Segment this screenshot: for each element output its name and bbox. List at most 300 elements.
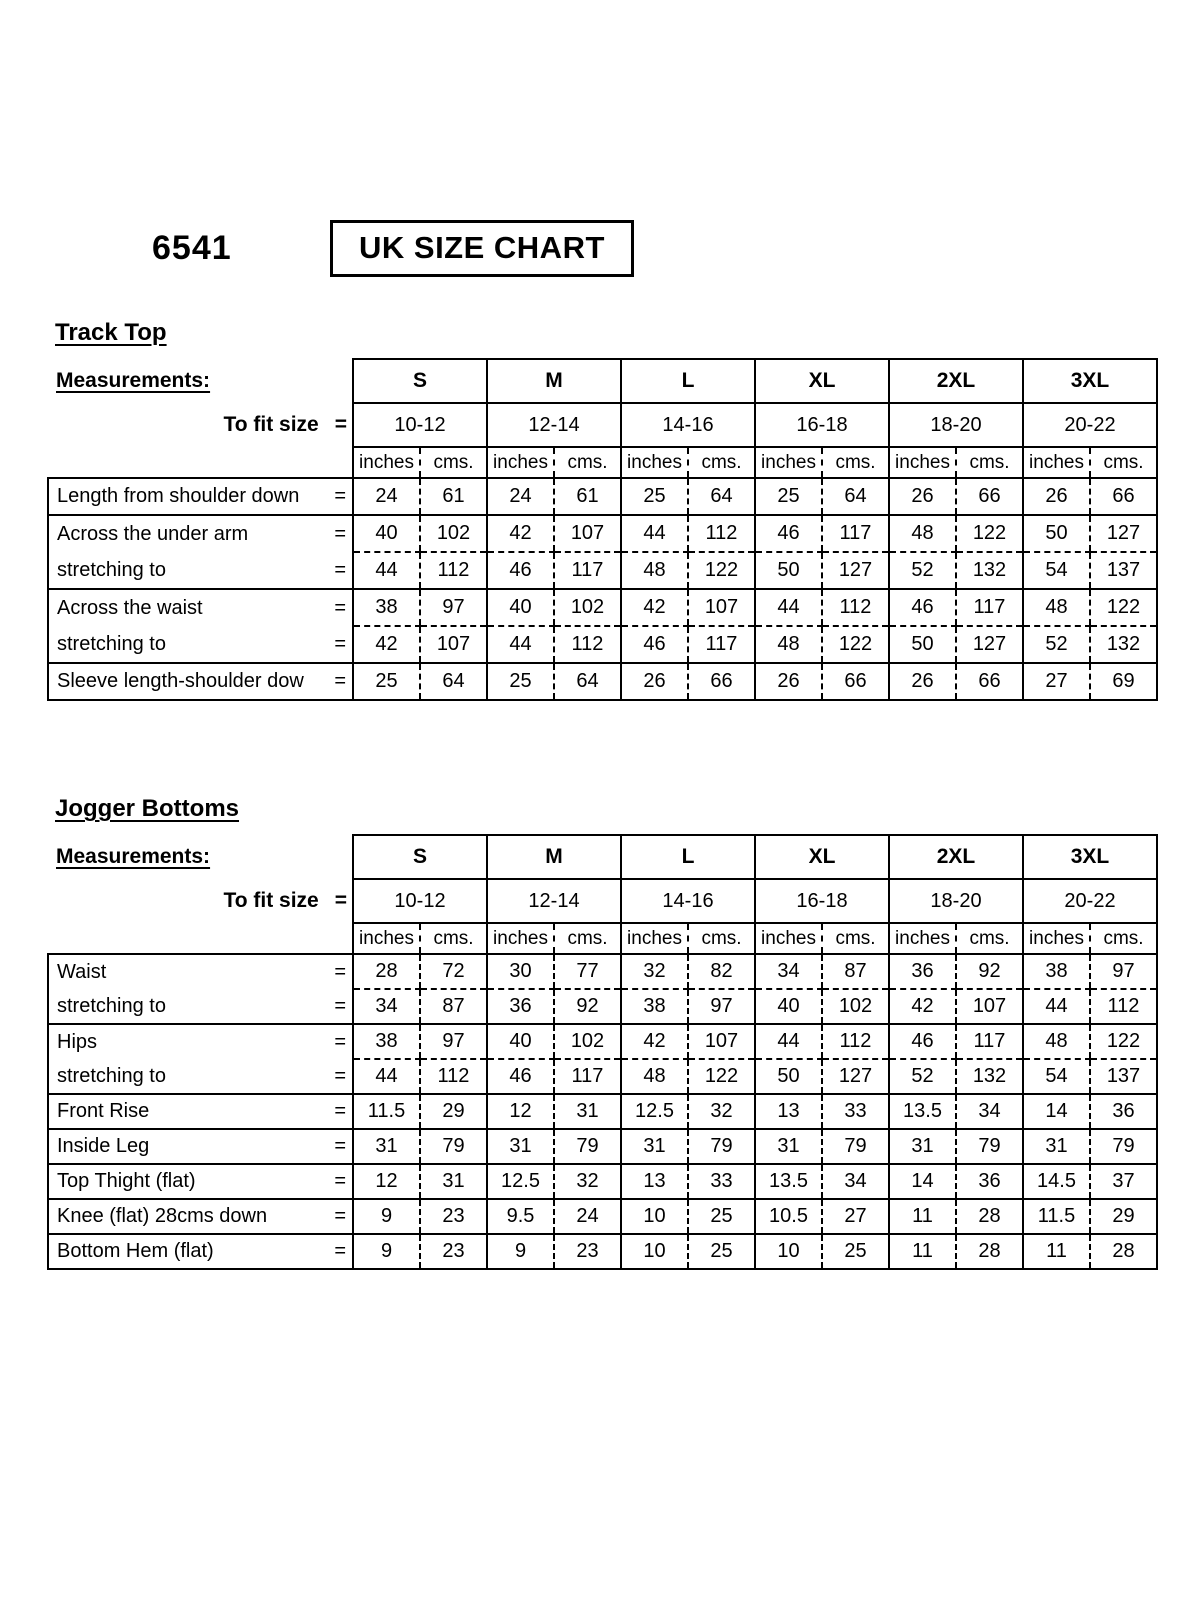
value-cell: 9 xyxy=(353,1234,420,1269)
value-cell: 79 xyxy=(822,1129,889,1164)
measurement-label-wrap xyxy=(49,1205,352,1228)
value-cell: 97 xyxy=(688,989,755,1024)
value-cell: 44 xyxy=(755,1024,822,1059)
value-cell: 31 xyxy=(755,1129,822,1164)
value-cell: 87 xyxy=(420,989,487,1024)
value-cell: 34 xyxy=(822,1164,889,1199)
value-cell: 33 xyxy=(688,1164,755,1199)
equals-sign: = xyxy=(334,1170,346,1192)
unit-header-cell: inches xyxy=(487,447,554,478)
measurement-label-cell xyxy=(48,1059,353,1094)
value-cell: 117 xyxy=(554,552,621,589)
value-cell: 112 xyxy=(688,515,755,552)
unit-header-cell: inches xyxy=(353,923,420,954)
unit-header-cell: inches xyxy=(755,447,822,478)
to-fit-size-cell xyxy=(48,879,353,923)
measurement-label: Length from shoulder down xyxy=(57,485,300,507)
fit-range-cell: 14-16 xyxy=(621,879,755,923)
value-cell: 44 xyxy=(353,1059,420,1094)
value-cell: 42 xyxy=(353,626,420,663)
table-row xyxy=(48,954,1157,989)
size-header-cell: M xyxy=(487,835,621,879)
value-cell: 117 xyxy=(956,589,1023,626)
value-cell: 25 xyxy=(755,478,822,515)
value-cell: 11.5 xyxy=(1023,1199,1090,1234)
track-top-table xyxy=(47,358,1158,701)
measurement-label: Across the under arm xyxy=(57,522,249,545)
value-cell: 42 xyxy=(621,1024,688,1059)
table-row xyxy=(48,589,1157,626)
measurement-label-cell xyxy=(48,552,353,589)
value-cell: 64 xyxy=(420,663,487,700)
unit-header-cell: cms. xyxy=(956,923,1023,954)
value-cell: 79 xyxy=(956,1129,1023,1164)
value-cell: 46 xyxy=(487,552,554,589)
value-cell: 117 xyxy=(956,1024,1023,1059)
value-cell: 102 xyxy=(822,989,889,1024)
value-cell: 122 xyxy=(688,1059,755,1094)
value-cell: 10 xyxy=(621,1199,688,1234)
value-cell: 11 xyxy=(889,1199,956,1234)
value-cell: 40 xyxy=(755,989,822,1024)
unit-header-cell: inches xyxy=(889,447,956,478)
value-cell: 11 xyxy=(889,1234,956,1269)
value-cell: 48 xyxy=(1023,589,1090,626)
units-row xyxy=(48,447,1157,478)
measurement-label-cell xyxy=(48,989,353,1024)
size-header-cell: 3XL xyxy=(1023,359,1157,403)
value-cell: 10 xyxy=(621,1234,688,1269)
measurement-label-wrap xyxy=(49,1135,352,1158)
fit-range-cell: 18-20 xyxy=(889,403,1023,447)
value-cell: 66 xyxy=(956,478,1023,515)
unit-header-cell: inches xyxy=(621,447,688,478)
unit-header-cell: cms. xyxy=(420,447,487,478)
value-cell: 52 xyxy=(1023,626,1090,663)
value-cell: 34 xyxy=(755,954,822,989)
measurement-label-wrap xyxy=(49,995,352,1018)
value-cell: 50 xyxy=(755,1059,822,1094)
value-cell: 97 xyxy=(1090,954,1157,989)
value-cell: 112 xyxy=(554,626,621,663)
value-cell: 11 xyxy=(1023,1234,1090,1269)
equals-sign: = xyxy=(334,522,346,545)
fit-range-cell: 10-12 xyxy=(353,879,487,923)
size-header-cell: 2XL xyxy=(889,359,1023,403)
value-cell: 66 xyxy=(688,663,755,700)
value-cell: 64 xyxy=(554,663,621,700)
value-cell: 25 xyxy=(688,1234,755,1269)
size-header-cell: XL xyxy=(755,835,889,879)
value-cell: 10.5 xyxy=(755,1199,822,1234)
value-cell: 79 xyxy=(688,1129,755,1164)
value-cell: 32 xyxy=(688,1094,755,1129)
to-fit-size-label: To fit size xyxy=(223,889,319,912)
fit-range-cell: 20-22 xyxy=(1023,879,1157,923)
measurement-label-wrap xyxy=(49,1031,352,1054)
jogger-bottoms-table-container xyxy=(0,834,1200,1270)
measurement-label-cell xyxy=(48,663,353,700)
value-cell: 122 xyxy=(956,515,1023,552)
measurement-label-wrap xyxy=(49,633,352,656)
value-cell: 112 xyxy=(420,552,487,589)
size-header-row xyxy=(48,835,1157,879)
fit-range-cell: 12-14 xyxy=(487,403,621,447)
measurement-label: stretching to xyxy=(57,1064,166,1087)
value-cell: 127 xyxy=(822,552,889,589)
measurement-label-wrap xyxy=(49,1170,352,1193)
unit-header-cell: cms. xyxy=(956,447,1023,478)
equals-sign: = xyxy=(334,994,346,1017)
value-cell: 79 xyxy=(420,1129,487,1164)
size-header-cell: 3XL xyxy=(1023,835,1157,879)
value-cell: 77 xyxy=(554,954,621,989)
page-header xyxy=(152,0,1200,277)
measurement-label-wrap xyxy=(49,1100,352,1123)
value-cell: 50 xyxy=(889,626,956,663)
value-cell: 112 xyxy=(822,589,889,626)
value-cell: 46 xyxy=(755,515,822,552)
to-fit-size-label-wrap xyxy=(48,889,352,913)
value-cell: 36 xyxy=(956,1164,1023,1199)
value-cell: 23 xyxy=(420,1234,487,1269)
size-header-cell: XL xyxy=(755,359,889,403)
value-cell: 26 xyxy=(889,478,956,515)
units-row-spacer-cell xyxy=(48,447,353,478)
size-header-row xyxy=(48,359,1157,403)
page-title: UK SIZE CHART xyxy=(330,220,634,277)
value-cell: 32 xyxy=(621,954,688,989)
value-cell: 31 xyxy=(487,1129,554,1164)
value-cell: 24 xyxy=(487,478,554,515)
value-cell: 23 xyxy=(554,1234,621,1269)
value-cell: 122 xyxy=(1090,589,1157,626)
measurement-label-cell xyxy=(48,626,353,663)
track-top-table-container xyxy=(0,358,1200,701)
value-cell: 40 xyxy=(353,515,420,552)
value-cell: 52 xyxy=(889,552,956,589)
equals-sign: = xyxy=(334,1100,346,1122)
value-cell: 112 xyxy=(420,1059,487,1094)
value-cell: 44 xyxy=(621,515,688,552)
value-cell: 31 xyxy=(1023,1129,1090,1164)
measurement-label: stretching to xyxy=(57,632,166,655)
measurement-label-cell xyxy=(48,954,353,989)
value-cell: 25 xyxy=(353,663,420,700)
measurement-label-cell xyxy=(48,478,353,515)
table-row xyxy=(48,1199,1157,1234)
value-cell: 46 xyxy=(889,1024,956,1059)
value-cell: 26 xyxy=(1023,478,1090,515)
measurement-label-wrap xyxy=(49,485,352,508)
equals-sign: = xyxy=(334,558,346,581)
value-cell: 79 xyxy=(554,1129,621,1164)
table-row xyxy=(48,989,1157,1024)
style-number: 6541 xyxy=(152,229,232,267)
value-cell: 122 xyxy=(688,552,755,589)
value-cell: 38 xyxy=(353,589,420,626)
measurement-label: stretching to xyxy=(57,558,166,581)
value-cell: 12 xyxy=(353,1164,420,1199)
measurement-label: Hips xyxy=(57,1030,98,1053)
unit-header-cell: cms. xyxy=(420,923,487,954)
value-cell: 12.5 xyxy=(487,1164,554,1199)
fit-range-cell: 20-22 xyxy=(1023,403,1157,447)
value-cell: 25 xyxy=(487,663,554,700)
fit-range-cell: 10-12 xyxy=(353,403,487,447)
measurement-label-cell xyxy=(48,1199,353,1234)
unit-header-cell: inches xyxy=(487,923,554,954)
table-row xyxy=(48,1094,1157,1129)
measurement-label-cell xyxy=(48,1129,353,1164)
table-row xyxy=(48,626,1157,663)
value-cell: 26 xyxy=(621,663,688,700)
value-cell: 72 xyxy=(420,954,487,989)
value-cell: 10 xyxy=(755,1234,822,1269)
value-cell: 32 xyxy=(554,1164,621,1199)
value-cell: 13 xyxy=(621,1164,688,1199)
fit-range-cell: 14-16 xyxy=(621,403,755,447)
value-cell: 132 xyxy=(956,1059,1023,1094)
equals-sign: = xyxy=(334,670,346,692)
measurement-label-cell xyxy=(48,1024,353,1059)
value-cell: 132 xyxy=(956,552,1023,589)
equals-sign: = xyxy=(334,596,346,619)
value-cell: 14 xyxy=(889,1164,956,1199)
value-cell: 48 xyxy=(1023,1024,1090,1059)
units-row xyxy=(48,923,1157,954)
value-cell: 29 xyxy=(1090,1199,1157,1234)
value-cell: 28 xyxy=(956,1234,1023,1269)
value-cell: 24 xyxy=(353,478,420,515)
value-cell: 25 xyxy=(688,1199,755,1234)
value-cell: 117 xyxy=(688,626,755,663)
value-cell: 26 xyxy=(889,663,956,700)
value-cell: 12.5 xyxy=(621,1094,688,1129)
equals-sign: = xyxy=(334,632,346,655)
value-cell: 38 xyxy=(1023,954,1090,989)
value-cell: 36 xyxy=(487,989,554,1024)
value-cell: 9 xyxy=(487,1234,554,1269)
to-fit-size-label-wrap xyxy=(48,413,352,437)
table-row xyxy=(48,663,1157,700)
value-cell: 13.5 xyxy=(755,1164,822,1199)
value-cell: 107 xyxy=(554,515,621,552)
measurement-label-wrap xyxy=(49,1065,352,1088)
value-cell: 137 xyxy=(1090,552,1157,589)
value-cell: 28 xyxy=(956,1199,1023,1234)
value-cell: 112 xyxy=(822,1024,889,1059)
value-cell: 31 xyxy=(554,1094,621,1129)
value-cell: 38 xyxy=(353,1024,420,1059)
value-cell: 23 xyxy=(420,1199,487,1234)
value-cell: 61 xyxy=(420,478,487,515)
value-cell: 66 xyxy=(956,663,1023,700)
value-cell: 61 xyxy=(554,478,621,515)
value-cell: 97 xyxy=(420,1024,487,1059)
equals-sign: = xyxy=(334,485,346,507)
to-fit-size-label: To fit size xyxy=(223,413,319,436)
unit-header-cell: cms. xyxy=(688,923,755,954)
value-cell: 107 xyxy=(688,1024,755,1059)
value-cell: 127 xyxy=(1090,515,1157,552)
value-cell: 54 xyxy=(1023,552,1090,589)
measurement-label: Waist xyxy=(57,960,107,983)
value-cell: 34 xyxy=(956,1094,1023,1129)
value-cell: 44 xyxy=(1023,989,1090,1024)
value-cell: 127 xyxy=(822,1059,889,1094)
value-cell: 48 xyxy=(621,1059,688,1094)
measurements-label-cell xyxy=(48,835,353,879)
size-header-cell: M xyxy=(487,359,621,403)
unit-header-cell: cms. xyxy=(822,447,889,478)
measurement-label-cell xyxy=(48,1164,353,1199)
measurement-label-wrap xyxy=(49,1240,352,1263)
value-cell: 64 xyxy=(688,478,755,515)
size-header-cell: S xyxy=(353,359,487,403)
measurement-label-cell xyxy=(48,1234,353,1269)
equals-sign: = xyxy=(334,1205,346,1227)
value-cell: 69 xyxy=(1090,663,1157,700)
jogger-bottoms-heading: Jogger Bottoms xyxy=(55,795,240,822)
value-cell: 107 xyxy=(420,626,487,663)
fit-range-cell: 12-14 xyxy=(487,879,621,923)
value-cell: 82 xyxy=(688,954,755,989)
value-cell: 42 xyxy=(487,515,554,552)
value-cell: 25 xyxy=(621,478,688,515)
equals-sign: = xyxy=(334,1135,346,1157)
value-cell: 42 xyxy=(621,589,688,626)
unit-header-cell: cms. xyxy=(1090,447,1157,478)
table-row xyxy=(48,478,1157,515)
value-cell: 112 xyxy=(1090,989,1157,1024)
value-cell: 24 xyxy=(554,1199,621,1234)
measurement-label: Front Rise xyxy=(57,1100,150,1122)
value-cell: 48 xyxy=(755,626,822,663)
value-cell: 66 xyxy=(822,663,889,700)
value-cell: 12 xyxy=(487,1094,554,1129)
unit-header-cell: cms. xyxy=(822,923,889,954)
measurement-label-wrap xyxy=(49,670,352,693)
to-fit-size-cell xyxy=(48,403,353,447)
fit-range-cell: 18-20 xyxy=(889,879,1023,923)
value-cell: 102 xyxy=(554,1024,621,1059)
equals-sign: = xyxy=(334,413,347,436)
value-cell: 137 xyxy=(1090,1059,1157,1094)
size-header-cell: 2XL xyxy=(889,835,1023,879)
value-cell: 31 xyxy=(353,1129,420,1164)
value-cell: 50 xyxy=(755,552,822,589)
measurement-label-wrap xyxy=(49,961,352,984)
value-cell: 52 xyxy=(889,1059,956,1094)
value-cell: 97 xyxy=(420,589,487,626)
measurement-label-cell xyxy=(48,1094,353,1129)
equals-sign: = xyxy=(334,1064,346,1087)
value-cell: 102 xyxy=(420,515,487,552)
value-cell: 14 xyxy=(1023,1094,1090,1129)
size-header-cell: S xyxy=(353,835,487,879)
measurement-label: Inside Leg xyxy=(57,1135,150,1157)
track-top-heading: Track Top xyxy=(55,319,167,346)
value-cell: 27 xyxy=(1023,663,1090,700)
value-cell: 46 xyxy=(487,1059,554,1094)
value-cell: 38 xyxy=(621,989,688,1024)
size-header-cell: L xyxy=(621,835,755,879)
value-cell: 50 xyxy=(1023,515,1090,552)
value-cell: 28 xyxy=(353,954,420,989)
table-row xyxy=(48,515,1157,552)
measurement-label: Bottom Hem (flat) xyxy=(57,1240,214,1262)
value-cell: 9 xyxy=(353,1199,420,1234)
measurement-label-wrap xyxy=(49,597,352,620)
unit-header-cell: inches xyxy=(353,447,420,478)
value-cell: 33 xyxy=(822,1094,889,1129)
equals-sign: = xyxy=(334,1030,346,1053)
value-cell: 28 xyxy=(1090,1234,1157,1269)
measurement-label-wrap xyxy=(49,523,352,546)
value-cell: 127 xyxy=(956,626,1023,663)
value-cell: 102 xyxy=(554,589,621,626)
unit-header-cell: cms. xyxy=(688,447,755,478)
value-cell: 40 xyxy=(487,1024,554,1059)
unit-header-cell: inches xyxy=(755,923,822,954)
table-row xyxy=(48,1059,1157,1094)
value-cell: 132 xyxy=(1090,626,1157,663)
measurement-label: Sleeve length-shoulder dow xyxy=(57,670,304,692)
value-cell: 14.5 xyxy=(1023,1164,1090,1199)
table-row xyxy=(48,1234,1157,1269)
value-cell: 44 xyxy=(353,552,420,589)
measurement-label-cell xyxy=(48,515,353,552)
table-row xyxy=(48,552,1157,589)
value-cell: 122 xyxy=(1090,1024,1157,1059)
unit-header-cell: inches xyxy=(889,923,956,954)
equals-sign: = xyxy=(334,1240,346,1262)
value-cell: 46 xyxy=(889,589,956,626)
equals-sign: = xyxy=(334,889,347,912)
value-cell: 54 xyxy=(1023,1059,1090,1094)
measurement-label-wrap xyxy=(49,559,352,582)
units-row-spacer-cell xyxy=(48,923,353,954)
measurements-label: Measurements: xyxy=(56,369,211,392)
measurement-label: stretching to xyxy=(57,994,166,1017)
equals-sign: = xyxy=(334,960,346,983)
value-cell: 122 xyxy=(822,626,889,663)
value-cell: 87 xyxy=(822,954,889,989)
value-cell: 42 xyxy=(889,989,956,1024)
value-cell: 107 xyxy=(688,589,755,626)
value-cell: 48 xyxy=(889,515,956,552)
value-cell: 13 xyxy=(755,1094,822,1129)
value-cell: 46 xyxy=(621,626,688,663)
value-cell: 48 xyxy=(621,552,688,589)
unit-header-cell: cms. xyxy=(554,923,621,954)
measurements-label: Measurements: xyxy=(56,845,211,868)
value-cell: 34 xyxy=(353,989,420,1024)
unit-header-cell: inches xyxy=(1023,923,1090,954)
value-cell: 107 xyxy=(956,989,1023,1024)
measurement-label: Across the waist xyxy=(57,596,203,619)
value-cell: 25 xyxy=(822,1234,889,1269)
value-cell: 92 xyxy=(554,989,621,1024)
value-cell: 31 xyxy=(420,1164,487,1199)
fit-size-row xyxy=(48,879,1157,923)
value-cell: 117 xyxy=(822,515,889,552)
value-cell: 117 xyxy=(554,1059,621,1094)
value-cell: 26 xyxy=(755,663,822,700)
table-row xyxy=(48,1024,1157,1059)
value-cell: 44 xyxy=(755,589,822,626)
